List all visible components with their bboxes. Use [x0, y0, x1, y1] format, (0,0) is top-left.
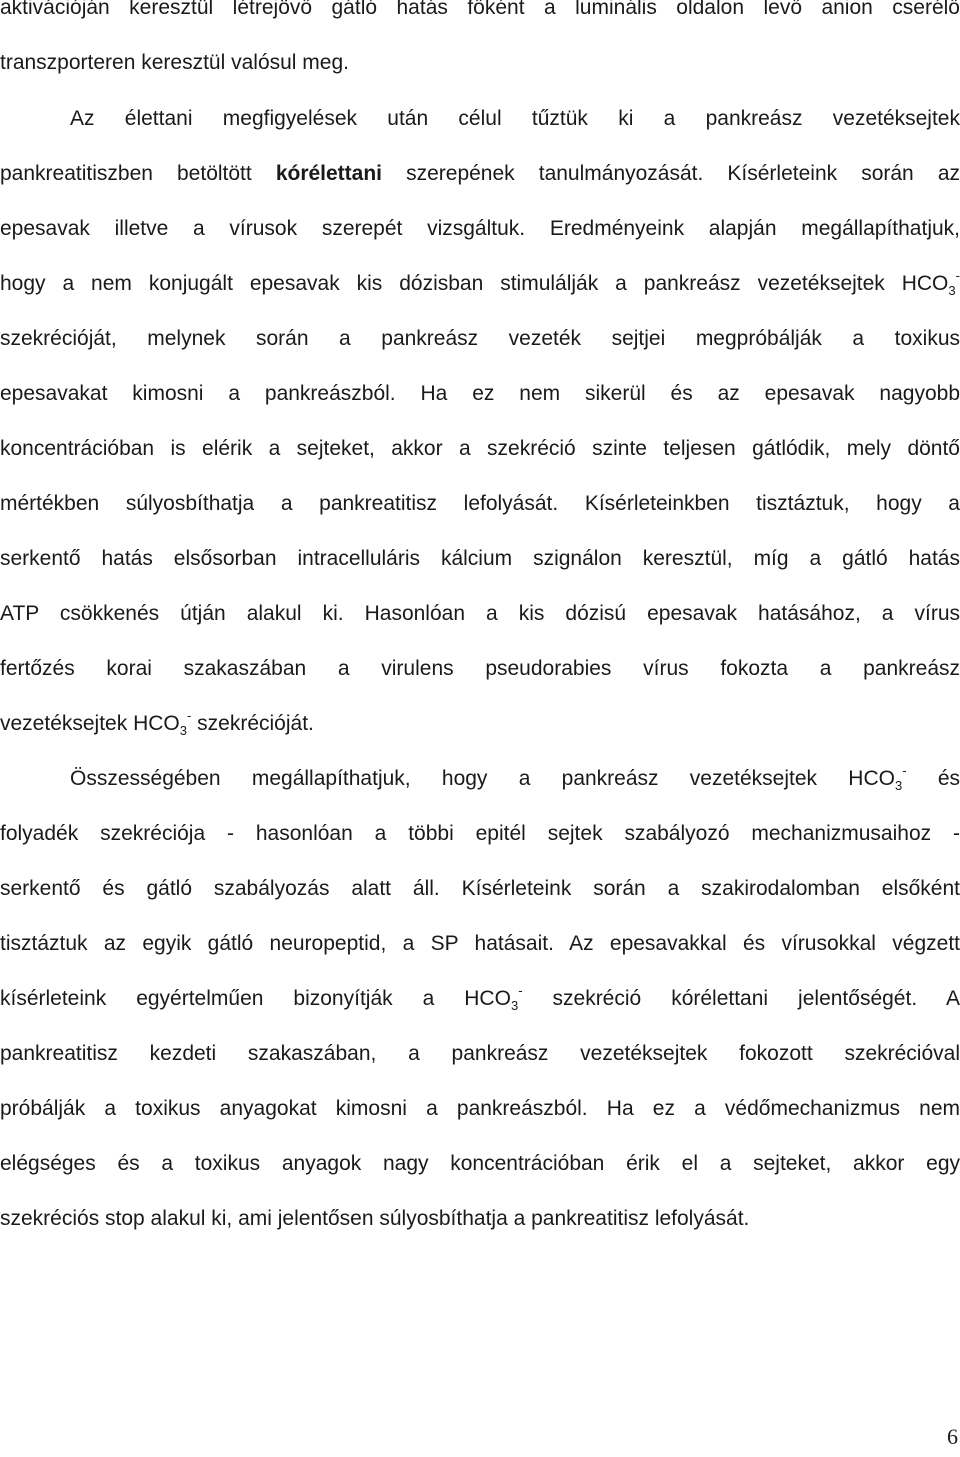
- text-line-9: koncentrációban is elérik a sejteket, akkor a szekréció szinte teljesen gátlódik, mely döntő: [0, 437, 960, 460]
- text-line-19: kísérleteink egyértelműen bizonyítják a $HCO_3^-$ szekréció kórélettani jelentőségét. A: [0, 983, 960, 1013]
- text-line-2: transzporteren keresztül valósul meg.: [0, 51, 349, 74]
- text-line-5: epesavak illetve a vírusok szerepét vizsgáltuk. Eredményeink alapján megállapíthatjuk,: [0, 217, 960, 240]
- text-line-22: elégséges és a toxikus anyagok nagy koncentrációban érik el a sejteket, akkor egy: [0, 1152, 960, 1175]
- text-line-3: Az élettani megfigyelések után célul tűztük ki a pankreász vezetéksejtek: [70, 107, 960, 130]
- text-line-6: hogy a nem konjugált epesavak kis dózisban stimulálják a pankreász vezetéksejtek $HCO_3^-$: [0, 268, 960, 298]
- text-line-13: fertőzés korai szakaszában a virulens pseudorabies vírus fokozta a pankreász: [0, 657, 960, 680]
- text-line-11: serkentő hatás elsősorban intracelluláris kálcium szignálon keresztül, míg a gátló hatás: [0, 547, 960, 570]
- text-line-7: szekrécióját, melynek során a pankreász vezeték sejtjei megpróbálják a toxikus: [0, 327, 960, 350]
- text-line-17: serkentő és gátló szabályozás alatt áll. Kísérleteink során a szakirodalomban elsőként: [0, 877, 960, 900]
- text-line-16: folyadék szekréciója - hasonlóan a többi epitél sejtek szabályozó mechanizmusaihoz -: [0, 822, 960, 845]
- text-line-15: Összességében megállapíthatjuk, hogy a pankreász vezetéksejtek $HCO_3^-$ és: [70, 763, 960, 793]
- text-line-21: próbálják a toxikus anyagokat kimosni a pankreászból. Ha ez a védőmechanizmus nem: [0, 1097, 960, 1120]
- text-line-14: vezetéksejtek $HCO_3^-$ szekrécióját.: [0, 708, 314, 738]
- text-line-23: szekréciós stop alakul ki, ami jelentősen súlyosbíthatja a pankreatitisz lefolyását.: [0, 1207, 750, 1230]
- text-line-1: aktivációján keresztül létrejövő gátló hatás főként a luminális oldalon levő anion cserélő: [0, 0, 960, 19]
- text-line-18: tisztáztuk az egyik gátló neuropeptid, a SP hatásait. Az epesavakkal és vírusokkal végzett: [0, 932, 960, 955]
- bold-term: kórélettani: [275, 162, 383, 185]
- text-line-4: pankreatitiszben betöltött kórélettani szerepének tanulmányozását. Kísérleteink során az: [0, 162, 960, 185]
- text-line-12: ATP csökkenés útján alakul ki. Hasonlóan a kis dózisú epesavak hatásához, a vírus: [0, 602, 960, 625]
- page-number: 6: [947, 1424, 958, 1449]
- text-line-10: mértékben súlyosbíthatja a pankreatitisz lefolyását. Kísérleteinkben tisztáztuk, hogy a: [0, 492, 960, 515]
- text-line-20: pankreatitisz kezdeti szakaszában, a pankreász vezetéksejtek fokozott szekrécióval: [0, 1042, 960, 1065]
- text-line-8: epesavakat kimosni a pankreászból. Ha ez nem sikerül és az epesavak nagyobb: [0, 382, 960, 405]
